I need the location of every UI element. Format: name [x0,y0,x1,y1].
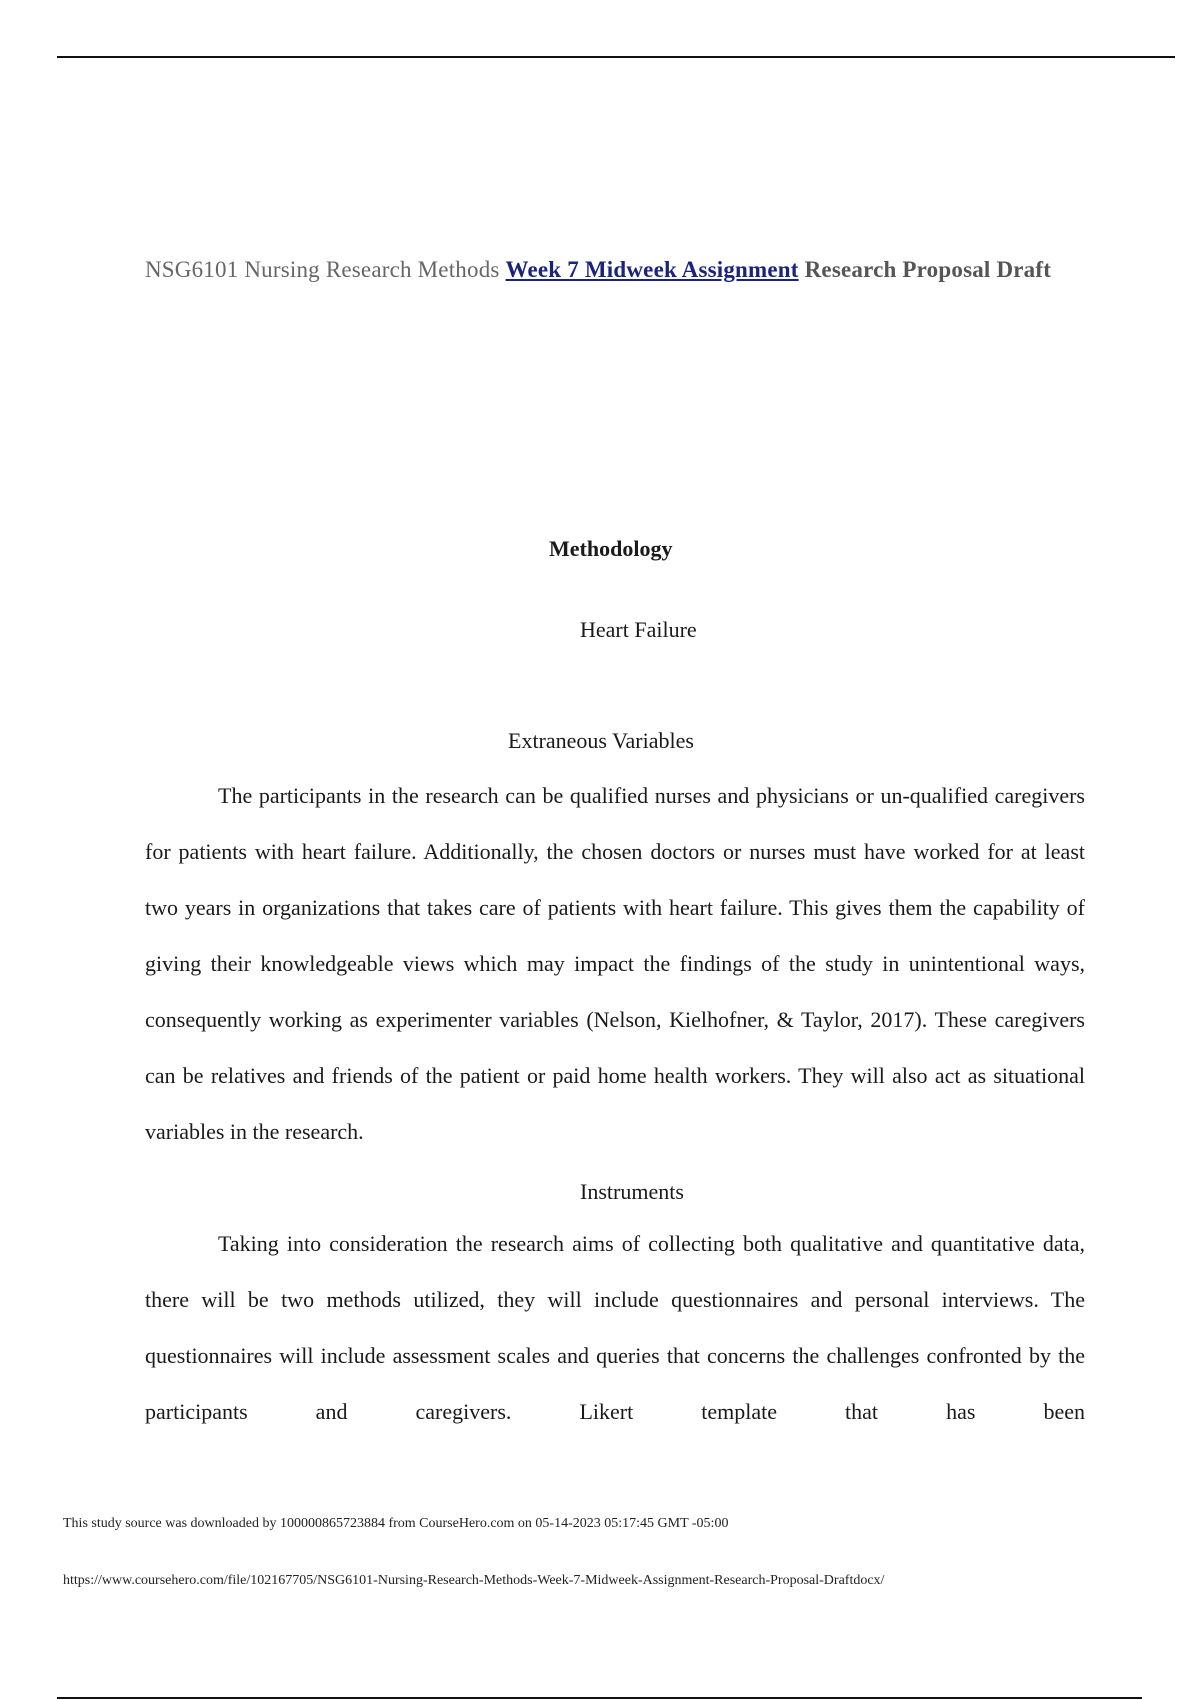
top-divider [57,56,1175,58]
methodology-heading: Methodology [549,536,673,561]
assignment-link[interactable]: Week 7 Midweek Assignment [505,257,799,282]
title-suffix: Research Proposal Draft [804,257,1052,282]
extraneous-variables-heading: Extraneous Variables [508,728,694,753]
download-note: This study source was downloaded by 100000865723884 from CourseHero.com on 05-14-2023 05:17:45 GMT -05:00 [63,1516,729,1531]
document-title [145,256,1085,284]
instruments-heading: Instruments [580,1179,684,1204]
bottom-divider [57,1697,1142,1699]
heart-failure-heading: Heart Failure [580,617,697,642]
title-prefix: NSG6101 Nursing Research Methods [145,257,500,282]
instruments-paragraph: Taking into consideration the research aims of collecting both qualitative and quantitative data, there will be two methods utilized, they will include questionnaires and personal interviews. The questionnaires will include assessment scales and queries that concerns the challenges confronted by the participants and caregivers. Likert template that has been [145,1231,1085,1424]
source-url[interactable]: https://www.coursehero.com/file/102167705/NSG6101-Nursing-Research-Methods-Week-7-Midweek-Assignment-Research-Proposal-Draftdocx/ [63,1573,885,1588]
extraneous-variables-paragraph: The participants in the research can be qualified nurses and physicians or un-qualified caregivers for patients with heart failure. Additionally, the chosen doctors or nurses must have worked for at least two years in organizations that takes care of patients with heart failure. This gives them the capability of giving their knowledgeable views which may impact the findings of the study in unintentional ways, consequently working as experimenter variables (Nelson, Kielhofner, & Taylor, 2017). These caregivers can be relatives and friends of the patient or paid home health workers. They will also act as situational variables in the research. [145,783,1085,1144]
